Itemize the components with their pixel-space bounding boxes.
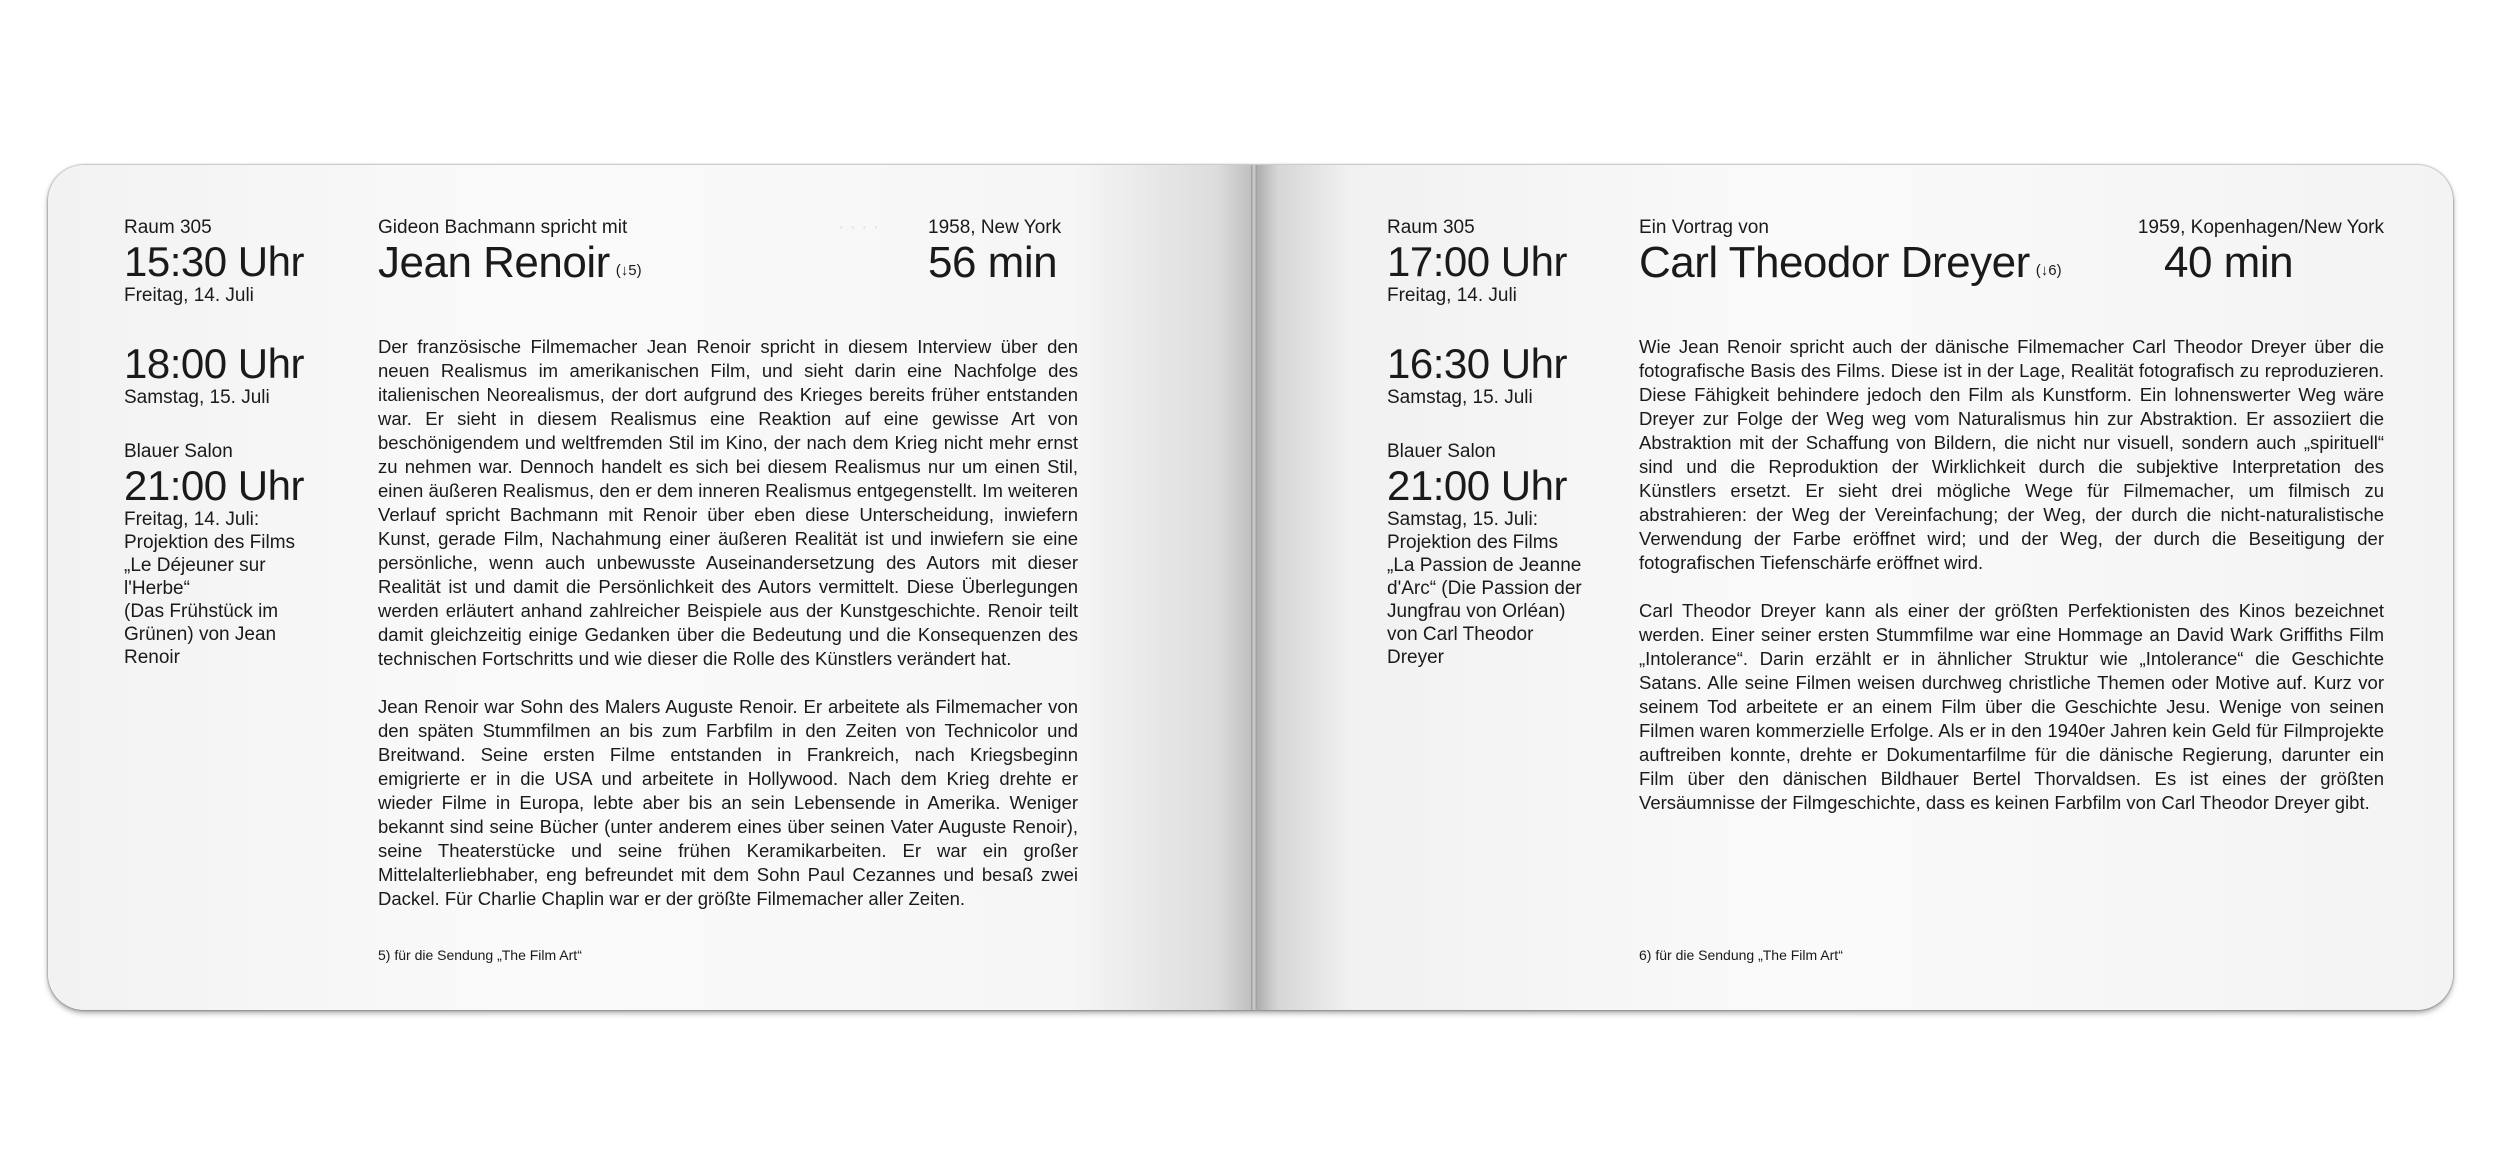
year-place: 1959, Kopenhagen/New York xyxy=(2137,217,2384,238)
screening-description: Projektion des Films „La Passion de Jeanne d'Arc“ (Die Passion der Jungfrau von Orléan) von Carl Theodor Dreyer xyxy=(1387,532,1582,668)
right-article xyxy=(1639,335,2384,839)
year-place: 1958, New York xyxy=(928,217,1062,238)
event-time: 17:00 Uhr xyxy=(1387,238,1567,285)
schedule-entry-1 xyxy=(1387,217,1587,307)
show-through-text: · · · · xyxy=(838,217,880,238)
paragraph: Der französische Filmemacher Jean Renoir spricht in diesem Interview über den neuen Realismus im amerikanischen Film, und sieht darin eine Nachfolge des italienischen Neorealismus, der dort aufgrund des Krieges bereits früher entstanden war. Er sieht in diesem Realismus eine Reaktion auf eine gewisse Art von beschönigendem und weltfremden Stil im Kino, der nach dem Krieg nicht mehr ernst zu nehmen war. Dennoch handelt es sich bei diesem Realismus nur um einen Stil, einen äußeren Realismus, den er dem inneren Realismus entgegenstellt. Im weiteren Verlauf spricht Bachmann mit Renoir über eben diese Unterscheidung, inwiefern Kunst, gerade Film, Nachahmung einer äußeren Realität ist und inwiefern sie eine persönliche, wenn auch unbewusste Auseinandersetzung des Autors mit dieser Realität ist und damit die Persönlichkeit des Autors vermittelt. Diese Überlegungen werden erläutert anhand zahlreicher Beispiele aus der Kunstgeschichte. Renoir teilt damit gleichzeitig einige Gedanken über die Bedeutung und die Konsequenzen des technischen Fortschritts und wie dieser die Rolle des Künstlers verändert hat. xyxy=(378,336,1078,669)
footnote-ref: (↓5) xyxy=(615,262,642,279)
right-schedule xyxy=(1387,217,1587,669)
book-gutter xyxy=(1251,165,1257,1010)
right-page xyxy=(1254,165,2453,1010)
speaker-label: Ein Vortrag von xyxy=(1639,217,1769,238)
event-date: Samstag, 15. Juli xyxy=(124,387,270,408)
left-page xyxy=(48,165,1254,1010)
event-time: 16:30 Uhr xyxy=(1387,340,1567,387)
event-date: Freitag, 14. Juli xyxy=(1387,285,1517,306)
room-label: Blauer Salon xyxy=(1387,441,1496,462)
open-booklet xyxy=(48,165,2453,1010)
paragraph: Carl Theodor Dreyer kann als einer der größten Perfektionisten des Kinos bezeichnet werden. Einer seiner ersten Stummfilme war eine Hommage an David Wark Griffiths Film „Intolerance“. Darin erzählt er in ähnlicher Struktur wie „Intolerance“ die Geschichte Satans. Alle seine Filmen weisen durchweg christliche Themen oder Motive auf. Kurz vor seinem Tod arbeitete er an einem Film über die Geschichte Jesu. Wenige von seinen Filmen waren kommerzielle Erfolge. Als er in den 1940er Jahren kein Geld für Filmprojekte auftreiben konnte, drehte er Dokumentarfilme für die dänische Regierung, darunter ein Film über den dänischen Bildhauer Bertel Thorvaldsen. Es ist eines der größten Versäumnisse der Filmgeschichte, dass es keinen Farbfilm von Carl Theodor Dreyer gibt. xyxy=(1639,600,2384,813)
left-schedule xyxy=(124,217,314,669)
event-time: 21:00 Uhr xyxy=(124,462,304,509)
duration: 56 min xyxy=(928,238,1058,287)
schedule-entry-1 xyxy=(124,217,314,307)
event-date: Samstag, 15. Juli: xyxy=(1387,509,1539,530)
speaker-label: Gideon Bachmann spricht mit xyxy=(378,217,628,238)
schedule-entry-3 xyxy=(1387,441,1587,669)
event-date: Freitag, 14. Juli xyxy=(124,285,254,306)
talk-title: Jean Renoir $^{(↓5)}$ xyxy=(378,238,642,287)
schedule-entry-2 xyxy=(124,341,314,409)
event-date: Freitag, 14. Juli: xyxy=(124,509,260,530)
schedule-entry-3 xyxy=(124,441,314,669)
event-date: Samstag, 15. Juli xyxy=(1387,387,1533,408)
talk-title: Carl Theodor Dreyer $^{(↓6)}$ xyxy=(1639,238,2062,287)
left-header xyxy=(378,217,1078,297)
event-time: 15:30 Uhr xyxy=(124,238,304,285)
schedule-entry-2 xyxy=(1387,341,1587,409)
footnote-ref: (↓6) xyxy=(2035,262,2062,279)
footnote: 6) für die Sendung „The Film Art“ xyxy=(1639,947,1843,963)
event-time: 21:00 Uhr xyxy=(1387,462,1567,509)
paragraph: Jean Renoir war Sohn des Malers Auguste Renoir. Er arbeitete als Filmemacher von den späten Stummfilmen an bis zum Farbfilm in den Zeiten von Technicolor und Breitwand. Seine ersten Filme entstanden in Frankreich, nach Kriegsbeginn emigrierte er in die USA und arbeitete in Hollywood. Nach dem Krieg drehte er wieder Filme in Europa, lebte aber bis an sein Lebensende in Amerika. Weniger bekannt sind seine Bücher (unter anderem eines über seinen Vater Auguste Renoir), seine Theaterstücke und seine frühen Keramikarbeiten. Er war ein großer Mittelalterliebhaber, eng befreundet mit dem Sohn Paul Cezannes und besaß zwei Dackel. Für Charlie Chaplin war er der größte Filmemacher aller Zeiten. xyxy=(378,696,1078,909)
room-label: Raum 305 xyxy=(124,217,212,238)
screening-description: Projektion des Films „Le Déjeuner sur l'Herbe“ (Das Frühstück im Grünen) von Jean Renoir xyxy=(124,532,296,668)
room-label: Raum 305 xyxy=(1387,217,1475,238)
event-time: 18:00 Uhr xyxy=(124,340,304,387)
left-article xyxy=(378,335,1078,935)
paragraph: Wie Jean Renoir spricht auch der dänische Filmemacher Carl Theodor Dreyer über die fotografische Basis des Films. Diese ist in der Lage, Realität fotografisch zu reproduzieren. Diese Fähigkeit behindere jedoch den Film als Kunstform. Ein lohnenswerter Weg wäre Dreyer zur Folge der Weg weg vom Naturalismus hin zur Abstraktion. Er assoziiert die Abstraktion mit der Schaffung von Bildern, die nicht nur visuell, sondern auch „spirituell“ sind und die Reproduktion der Wirklichkeit durch die subjektive Interpretation des Künstlers ersetzt. Er sieht drei mögliche Wege für Filmemacher, um filmisch zu abstrahieren: der Weg der Vereinfachung; der Weg, der durch die nicht-naturalistische Verwendung der Farbe eröffnet wird; und der Weg, der durch die Beseitigung der fotografischen Tiefenschärfe eröffnet wird. xyxy=(1639,336,2384,573)
right-header xyxy=(1639,217,2384,297)
duration: 40 min xyxy=(2164,238,2294,287)
room-label: Blauer Salon xyxy=(124,441,233,462)
footnote: 5) für die Sendung „The Film Art“ xyxy=(378,947,582,963)
